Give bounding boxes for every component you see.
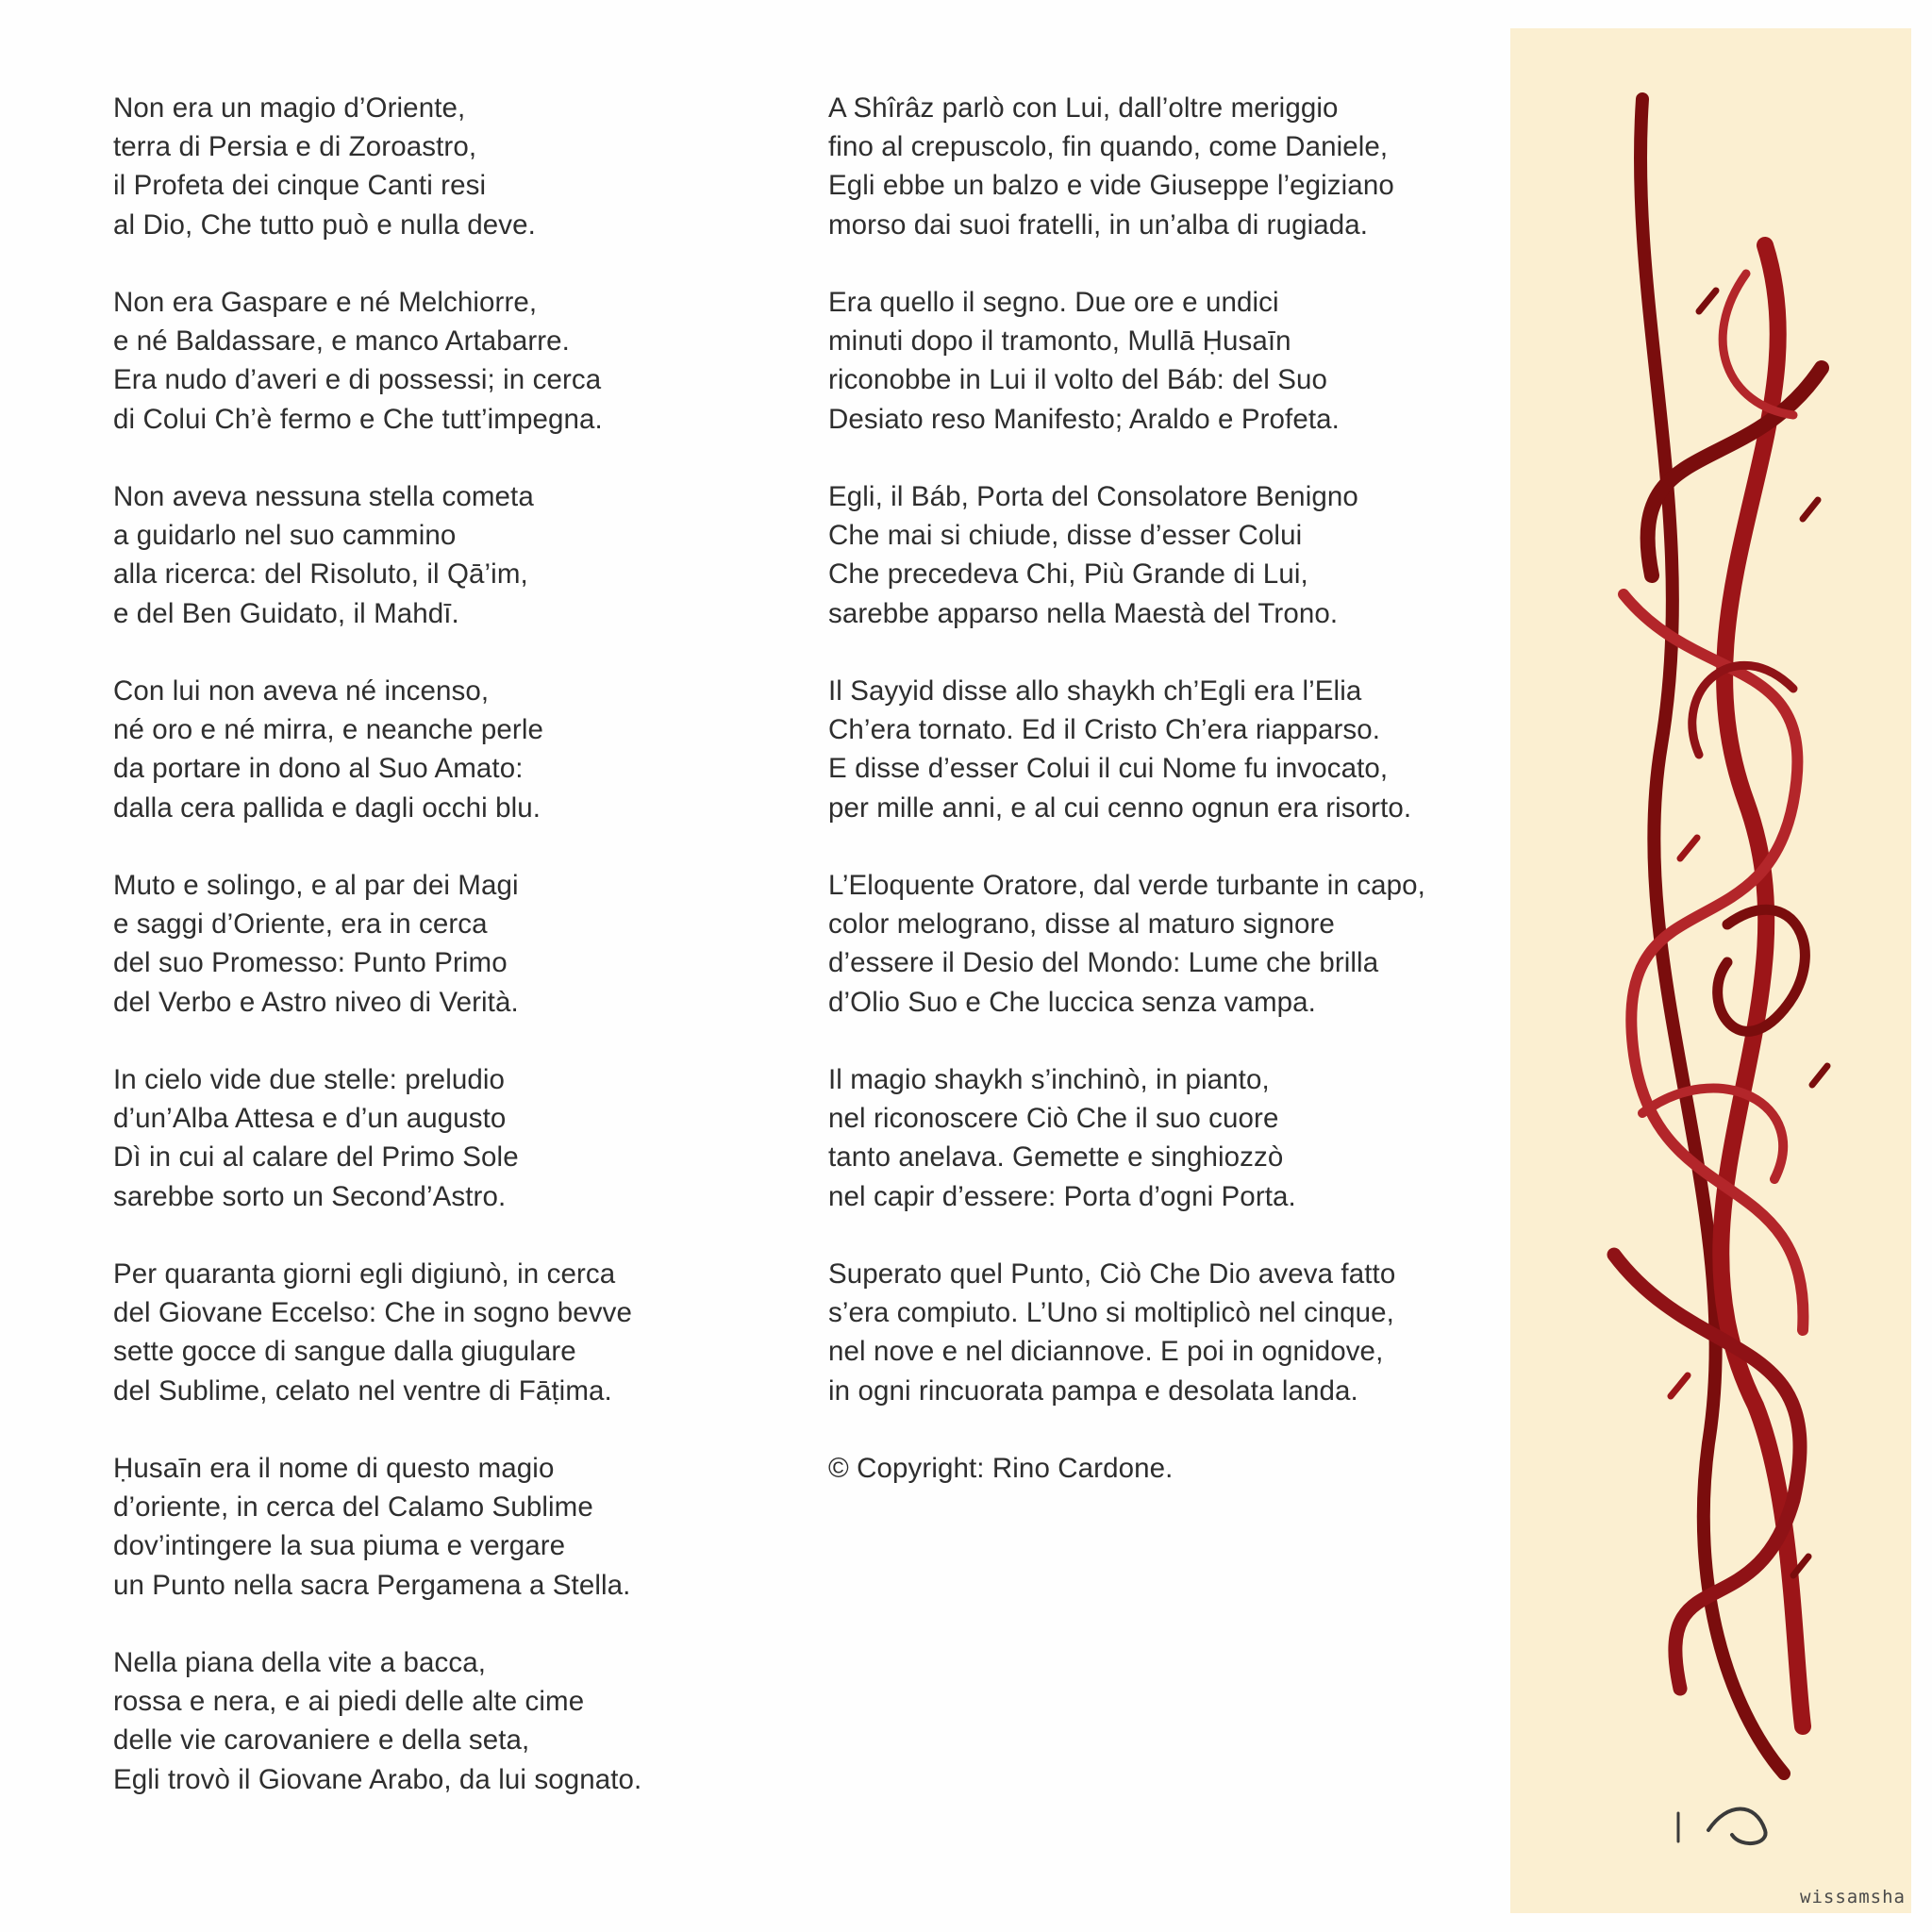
poem-stanza — [828, 1060, 1489, 1216]
poem-line: Ch’era tornato. Ed il Cristo Ch’era riapparso. — [828, 714, 1381, 746]
poem-stanza — [113, 477, 717, 633]
poem-line: d’oriente, in cerca del Calamo Sublime — [113, 1491, 593, 1524]
poem-line: dov’intingere la sua piuma e vergare — [113, 1530, 566, 1562]
poem-line: d’essere il Desio del Mondo: Lume che brilla — [828, 947, 1379, 979]
poem-line: al Dio, Che tutto può e nulla deve. — [113, 208, 536, 241]
calligraphy-panel — [1510, 28, 1911, 1913]
poem-line: Egli trovò il Giovane Arabo, da lui sognato. — [113, 1763, 642, 1795]
poem-line: del Giovane Eccelso: Che in sogno bevve — [113, 1297, 632, 1329]
poem-line: color melograno, disse al maturo signore — [828, 908, 1335, 941]
poem-column-left — [113, 89, 717, 1838]
poem-stanza — [828, 283, 1489, 439]
poem-line: alla ricerca: del Risoluto, il Qā’im, — [113, 558, 528, 591]
poem-line: morso dai suoi fratelli, in un’alba di rugiada. — [828, 208, 1369, 241]
calligraphy-artwork — [1510, 28, 1911, 1913]
poem-line: d’Olio Suo e Che luccica senza vampa. — [828, 986, 1316, 1018]
calligraphy-mark — [1812, 1066, 1827, 1085]
poem-line: dalla cera pallida e dagli occhi blu. — [113, 791, 541, 824]
poem-stanza — [113, 283, 717, 439]
poem-line: in ogni rincuorata pampa e desolata landa. — [828, 1374, 1358, 1407]
poem-line: Per quaranta giorni egli digiunò, in cerca — [113, 1258, 616, 1290]
poem-line: né oro e né mirra, e neanche perle — [113, 714, 544, 746]
poem-line: Desiato reso Manifesto; Araldo e Profeta. — [828, 403, 1340, 435]
poem-line: e del Ben Guidato, il Mahdī. — [113, 597, 459, 629]
poem-line: sarebbe sorto un Second’Astro. — [113, 1180, 507, 1212]
poem-line: Dì in cui al calare del Primo Sole — [113, 1141, 519, 1174]
poem-line: Il magio shaykh s’inchinò, in pianto, — [828, 1064, 1270, 1095]
poem-line: Era nudo d’averi e di possessi; in cerca — [113, 364, 602, 396]
poem-line: Egli, il Báb, Porta del Consolatore Benigno — [828, 481, 1358, 512]
poem-stanza — [113, 1060, 717, 1216]
calligraphy-mark — [1803, 500, 1818, 519]
calligraphy-mark — [1699, 291, 1716, 311]
poem-line: sarebbe apparso nella Maestà del Trono. — [828, 597, 1339, 629]
poem-line: e né Baldassare, e manco Artabarre. — [113, 325, 570, 358]
poem-stanza — [113, 1449, 717, 1605]
poem-line: s’era compiuto. L’Uno si moltiplicò nel cinque, — [828, 1297, 1394, 1329]
poem-line: nel riconoscere Ciò Che il suo cuore — [828, 1103, 1279, 1135]
right-stanzas — [828, 89, 1489, 1410]
poem-stanza — [113, 1643, 717, 1799]
poem-line: di Colui Ch’è fermo e Che tutt’impegna. — [113, 403, 603, 435]
poem-column-right — [828, 89, 1489, 1488]
poem-stanza — [828, 672, 1489, 827]
poem-stanza — [113, 89, 717, 244]
poem-line: nel capir d’essere: Porta d’ogni Porta. — [828, 1180, 1296, 1212]
poem-line: Non aveva nessuna stella cometa — [113, 481, 534, 512]
poem-line: nel nove e nel diciannove. E poi in ognidove, — [828, 1336, 1384, 1368]
poem-line: Che mai si chiude, disse d’esser Colui — [828, 520, 1303, 552]
copyright-note: © Copyright: Rino Cardone. — [828, 1453, 1174, 1484]
poem-line: Era quello il segno. Due ore e undici — [828, 287, 1279, 318]
poem-line: un Punto nella sacra Pergamena a Stella. — [113, 1569, 631, 1601]
calligraphy-mark — [1680, 838, 1697, 858]
poem-line: fino al crepuscolo, fin quando, come Daniele, — [828, 131, 1389, 163]
poem-line: rossa e nera, e ai piedi delle alte cime — [113, 1686, 585, 1718]
poem-line: Che precedeva Chi, Più Grande di Lui, — [828, 558, 1308, 591]
poem-line: In cielo vide due stelle: preludio — [113, 1064, 506, 1095]
poem-line: delle vie carovaniere e della seta, — [113, 1724, 530, 1757]
calligraphy-mark — [1671, 1375, 1688, 1396]
artist-signature — [1708, 1809, 1766, 1844]
poem-line: riconobbe in Lui il volto del Báb: del Suo — [828, 364, 1327, 396]
artist-watermark: wissamsha — [1800, 1887, 1906, 1907]
poem-line: per mille anni, e al cui cenno ognun era risorto. — [828, 791, 1412, 824]
poem-line: terra di Persia e di Zoroastro, — [113, 131, 477, 163]
poem-line: minuti dopo il tramonto, Mullā Ḥusaīn — [828, 325, 1291, 358]
poem-stanza — [828, 1255, 1489, 1410]
poem-line: del Sublime, celato nel ventre di Fāṭima. — [113, 1374, 612, 1407]
poem-line: Muto e solingo, e al par dei Magi — [113, 870, 519, 901]
poem-line: sette gocce di sangue dalla giugulare — [113, 1336, 576, 1368]
poem-line: Nella piana della vite a bacca, — [113, 1647, 487, 1678]
calligraphy-stroke — [1624, 594, 1803, 1330]
poem-line: tanto anelava. Gemette e singhiozzò — [828, 1141, 1284, 1174]
poem-line: del suo Promesso: Punto Primo — [113, 947, 508, 979]
poem-line: d’un’Alba Attesa e d’un augusto — [113, 1103, 507, 1135]
poem-line: A Shîrâz parlò con Lui, dall’oltre meriggio — [828, 92, 1339, 124]
poem-line: Non era Gaspare e né Melchiorre, — [113, 287, 538, 318]
poem-line: a guidarlo nel suo cammino — [113, 520, 457, 552]
poem-stanza — [828, 89, 1489, 244]
poem-line: Egli ebbe un balzo e vide Giuseppe l’egiziano — [828, 170, 1394, 202]
poem-stanza — [113, 866, 717, 1022]
poem-line: L’Eloquente Oratore, dal verde turbante in capo, — [828, 870, 1425, 901]
poem-line: Il Sayyid disse allo shaykh ch’Egli era l’Elia — [828, 675, 1362, 707]
poem-stanza — [828, 866, 1489, 1022]
poem-line: da portare in dono al Suo Amato: — [113, 753, 524, 785]
poem-line: Con lui non aveva né incenso, — [113, 675, 490, 707]
poem-line: del Verbo e Astro niveo di Verità. — [113, 986, 519, 1018]
poem-stanza — [113, 1255, 717, 1410]
poem-stanza — [828, 477, 1489, 633]
poem-line: Non era un magio d’Oriente, — [113, 92, 466, 124]
poem-line: Superato quel Punto, Ciò Che Dio aveva fatto — [828, 1258, 1396, 1290]
poem-line: Ḥusaīn era il nome di questo magio — [113, 1453, 555, 1484]
poem-line: il Profeta dei cinque Canti resi — [113, 170, 487, 202]
poem-stanza — [113, 672, 717, 827]
poem-line: e saggi d’Oriente, era in cerca — [113, 908, 488, 941]
poem-line: E disse d’esser Colui il cui Nome fu invocato, — [828, 753, 1389, 785]
